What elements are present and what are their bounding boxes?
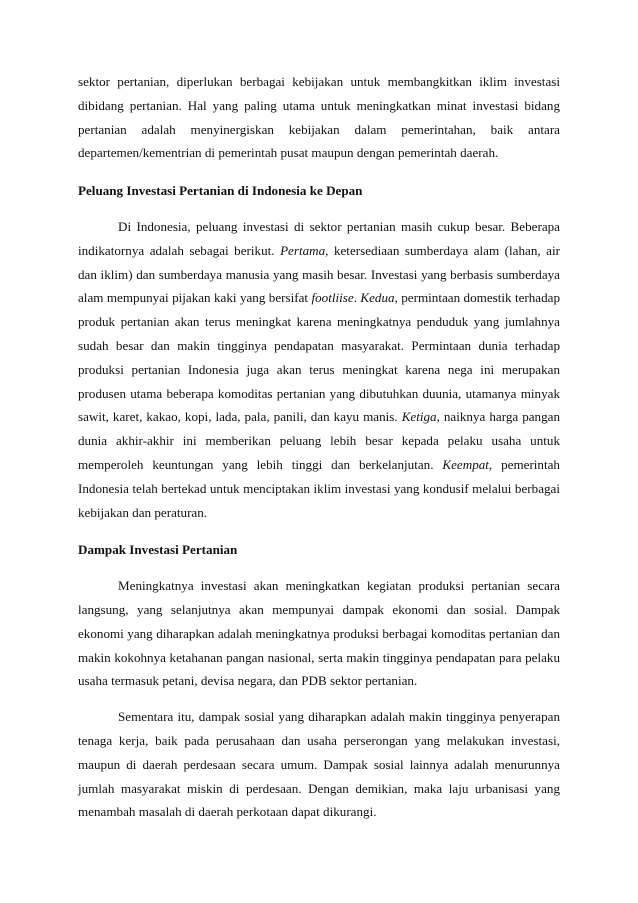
text-segment: , pemerintah Indonesia telah bertekad untuk menciptakan iklim investasi yang kondusif melalui berbagai kebijakan dan peraturan. [78, 456, 560, 520]
text-segment: Di Indonesia, peluang investasi di sektor pertanian masih cukup besar. Beberapa indikatornya adalah sebagai berikut. [78, 218, 560, 258]
emphasis-pertama: Pertama [280, 242, 326, 258]
paragraph-dampak-ekonomi: Meningkatnya investasi akan meningkatkan kegiatan produksi pertanian secara langsung, yang selanjutnya akan mempunyai dampak ekonomi dan sosial. Dampak ekonomi yang diharapkan adalah meningkatnya produksi berbagai komoditas pertanian dan makin kokohnya ketahanan pangan nasional, serta makin tingginya pendapatan para pelaku usaha termasuk petani, devisa negara, dan PDB sektor pertanian. [78, 578, 560, 689]
text-segment: , ketersediaan sumberdaya alam (lahan, air dan iklim) dan sumberdaya manusia yang masih besar. Investasi yang berbasis sumberdaya alam mempunyai pijakan kaki yang bersifat [78, 242, 560, 306]
paragraph-dampak-sosial: Sementara itu, dampak sosial yang diharapkan adalah makin tingginya penyerapan tenaga kerja, baik pada perusahaan dan usaha perserongan yang melakukan investasi, maupun di daerah perdesaan secara umum. Dampak sosial lainnya adalah menurunnya jumlah masyarakat miskin di perdesaan. Dengan demikian, maka laju urbanisasi yang menambah masalah di daerah perkotaan dapat dikurangi. [78, 709, 560, 820]
paragraph-peluang [78, 215, 560, 524]
emphasis-keempat: Keempat [442, 456, 489, 472]
text-segment: , permintaan domestik terhadap produk pertanian akan terus meningkat karena meningkatnya penduduk yang jumlahnya sudah besar dan makin tingginya pendapatan masyarakat. Permintaan dunia terhadap produksi pertanian Indonesia juga akan terus meningkat karena nega ini merupakan produsen utama beberapa komoditas pertanian yang dibutuhkan duunia, utamanya minyak sawit, karet, kakao, kopi, lada, pala, panili, dan kayu manis. [78, 290, 561, 425]
emphasis-ketiga: Ketiga [401, 409, 437, 425]
section-heading-dampak: Dampak Investasi Pertanian [78, 542, 238, 558]
text-segment: . [353, 290, 361, 306]
section-heading-peluang: Peluang Investasi Pertanian di Indonesia ke Depan [78, 183, 363, 199]
emphasis-footliise: footliise [311, 290, 354, 306]
paragraph-intro: sektor pertanian, diperlukan berbagai kebijakan untuk membangkitkan iklim investasi dibidang pertanian. Hal yang paling utama untuk meningkatkan minat investasi bidang pertanian adalah menyinergiskan kebijakan dalam pemerintahan, baik antara departemen/kementrian di pemerintah pusat maupun dengan pemerintah daerah. [78, 74, 560, 161]
text-segment: , naiknya harga pangan dunia akhir-akhir ini memberikan peluang lebih besar kepada pelaku usaha untuk memperoleh keuntungan yang lebih tinggi dan berkelanjutan. [78, 409, 561, 472]
emphasis-kedua: Kedua [360, 290, 395, 306]
